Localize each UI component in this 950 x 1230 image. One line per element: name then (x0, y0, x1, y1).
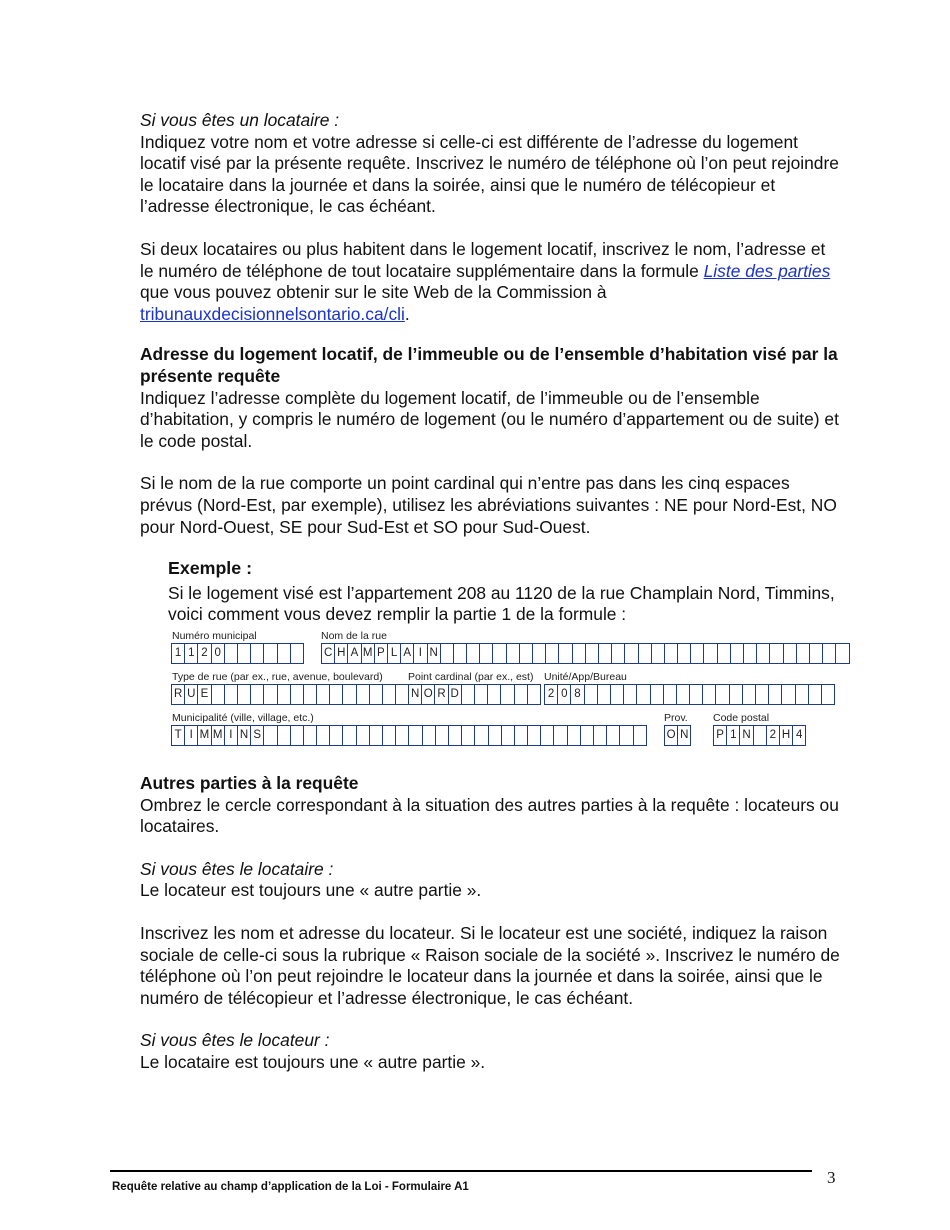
if-landlord-text: Le locataire est toujours une « autre partie ». (140, 1051, 486, 1072)
char-box (607, 725, 620, 746)
char-box (515, 684, 528, 705)
char-box: 0 (558, 684, 571, 705)
char-box (278, 643, 291, 664)
char-box (515, 725, 528, 746)
char-box (620, 725, 633, 746)
char-box (546, 643, 559, 664)
char-box (454, 643, 467, 664)
char-box (651, 684, 664, 705)
page-number: 3 (827, 1168, 836, 1187)
char-box (264, 684, 277, 705)
other-parties-paragraph: Ombrez le cercle correspondant à la situation des autres parties à la requête : locateurs ou locataires. (140, 794, 839, 837)
char-box (568, 725, 581, 746)
char-box (611, 684, 624, 705)
char-box (501, 684, 514, 705)
char-box: P (375, 643, 388, 664)
char-box (475, 725, 488, 746)
if-tenant-text: Le locateur est toujours une « autre partie ». (140, 880, 482, 901)
char-box (756, 684, 769, 705)
char-box (690, 684, 703, 705)
char-box (383, 725, 396, 746)
char-box (357, 725, 370, 746)
char-box: 0 (212, 643, 225, 664)
unit-boxes (544, 684, 835, 705)
char-box (238, 684, 251, 705)
char-box: 8 (571, 684, 584, 705)
char-box: C (321, 643, 335, 664)
char-box (624, 684, 637, 705)
postal-code-boxes (713, 725, 806, 746)
char-box (291, 643, 304, 664)
char-box (809, 684, 822, 705)
char-box (520, 643, 533, 664)
char-box: S (251, 725, 264, 746)
char-box: I (185, 725, 198, 746)
char-box (836, 643, 849, 664)
char-box (304, 684, 317, 705)
char-box (507, 643, 520, 664)
char-box: T (171, 725, 185, 746)
char-box (599, 643, 612, 664)
char-box: P (713, 725, 727, 746)
char-box: I (225, 725, 238, 746)
char-box: 1 (185, 643, 198, 664)
char-box: H (780, 725, 793, 746)
char-box (652, 643, 665, 664)
char-box: 4 (793, 725, 806, 746)
postal-code-label: Code postal (713, 712, 770, 724)
direction-label: Point cardinal (par ex., est) (408, 671, 534, 683)
char-box (703, 684, 716, 705)
char-box: 1 (171, 643, 185, 664)
char-box (528, 684, 541, 705)
char-box (291, 725, 304, 746)
char-box (225, 643, 238, 664)
char-box (343, 725, 356, 746)
char-box (730, 684, 743, 705)
char-box: N (740, 725, 753, 746)
char-box (823, 643, 836, 664)
char-box (612, 643, 625, 664)
char-box (330, 684, 343, 705)
char-box (264, 725, 277, 746)
char-box (704, 643, 717, 664)
province-boxes (664, 725, 691, 746)
char-box (822, 684, 835, 705)
char-box (462, 725, 475, 746)
char-box (677, 684, 690, 705)
address-heading: Adresse du logement locatif, de l’immeuble ou de l’ensemble d’habitation visé par la présente requête (140, 344, 838, 386)
char-box (757, 643, 770, 664)
char-box (594, 725, 607, 746)
char-box: O (422, 684, 435, 705)
char-box: 2 (198, 643, 211, 664)
char-box (396, 725, 409, 746)
char-box (528, 725, 541, 746)
char-box (586, 643, 599, 664)
intro-section (140, 110, 840, 538)
footer-rule (110, 1170, 812, 1172)
char-box (639, 643, 652, 664)
char-box: E (198, 684, 211, 705)
multi-text-1: Si deux locataires ou plus habitent dans le logement locatif, inscrivez le nom, l’adresse et le numéro de téléphone de tout locataire supplémentaire dans la formule (140, 238, 826, 281)
street-number-boxes (171, 643, 304, 664)
char-box: L (388, 643, 401, 664)
unit-label: Unité/App/Bureau (544, 671, 627, 683)
party-list-link[interactable]: Liste des parties (703, 260, 831, 281)
char-box: I (414, 643, 427, 664)
char-box (449, 725, 462, 746)
char-box (357, 684, 370, 705)
char-box: M (212, 725, 225, 746)
street-type-boxes (171, 684, 409, 705)
char-box (317, 725, 330, 746)
char-box (370, 725, 383, 746)
char-box (634, 725, 647, 746)
multi-text-3: . (404, 303, 410, 324)
char-box (493, 643, 506, 664)
example-block (168, 558, 838, 626)
char-box (462, 684, 475, 705)
char-box (581, 725, 594, 746)
char-box (264, 643, 277, 664)
char-box (370, 684, 383, 705)
char-box (489, 725, 502, 746)
char-box (441, 643, 454, 664)
char-box: A (348, 643, 361, 664)
char-box (716, 684, 729, 705)
char-box (304, 725, 317, 746)
char-box (502, 725, 515, 746)
street-type-label: Type de rue (par ex., rue, avenue, boulevard) (172, 671, 383, 683)
if-landlord-heading: Si vous êtes le locateur : (140, 1030, 330, 1051)
char-box (251, 684, 264, 705)
char-box (317, 684, 330, 705)
char-box: H (335, 643, 348, 664)
example-title: Exemple : (168, 558, 253, 578)
char-box (743, 684, 756, 705)
char-box (598, 684, 611, 705)
char-box (796, 684, 809, 705)
char-box: 2 (544, 684, 558, 705)
example-text: Si le logement visé est l’appartement 208 au 1120 de la rue Champlain Nord, Timmins, voici comment vous devez remplir la partie 1 de la formule : (168, 582, 835, 625)
footer-title: Requête relative au champ d’application de la Loi - Formulaire A1 (112, 1181, 469, 1193)
char-box (573, 643, 586, 664)
char-box: U (185, 684, 198, 705)
char-box (731, 643, 744, 664)
char-box (554, 725, 567, 746)
char-box (718, 643, 731, 664)
landlord-info-paragraph: Inscrivez les nom et adresse du locateur. Si le locateur est une société, indiquez la raison sociale de celle-ci sous la rubrique « Raison sociale de la société ». Inscrivez le numéro de téléphone où l’on peut rejoindre le locateur dans la journée et dans la soirée, ainsi que le numéro de télécopieur et l’adresse électronique, le cas échéant. (140, 922, 840, 1008)
char-box: R (435, 684, 448, 705)
street-name-label: Nom de la rue (321, 630, 387, 642)
char-box (637, 684, 650, 705)
char-box (585, 684, 598, 705)
char-box: N (238, 725, 251, 746)
char-box (475, 684, 488, 705)
char-box (343, 684, 356, 705)
char-box (488, 684, 501, 705)
char-box (278, 725, 291, 746)
other-parties-section (140, 773, 840, 1074)
municipality-label: Municipalité (ville, village, etc.) (172, 712, 314, 724)
char-box (784, 643, 797, 664)
char-box (769, 684, 782, 705)
char-box: N (678, 725, 691, 746)
char-box (754, 725, 767, 746)
multi-text-2: que vous pouvez obtenir sur le site Web de la Commission à (140, 282, 607, 303)
tenant-paragraph: Indiquez votre nom et votre adresse si celle-ci est différente de l’adresse du logement locatif visé par la présente requête. Inscrivez le numéro de téléphone où l’on peut rejoindre le locataire dans la journée et dans la soirée, ainsi que le numéro de télécopieur et l’adresse électronique, le cas échéant. (140, 131, 839, 217)
char-box (678, 643, 691, 664)
char-box (533, 643, 546, 664)
char-box: N (408, 684, 422, 705)
char-box: O (664, 725, 678, 746)
website-link[interactable]: tribunauxdecisionnelsontario.ca/cli (140, 303, 405, 324)
char-box (383, 684, 396, 705)
char-box (291, 684, 304, 705)
char-box (467, 643, 480, 664)
char-box (330, 725, 343, 746)
if-tenant-heading: Si vous êtes le locataire : (140, 858, 334, 879)
char-box (278, 684, 291, 705)
tenant-heading: Si vous êtes un locataire : (140, 110, 340, 130)
other-parties-heading: Autres parties à la requête (140, 773, 359, 793)
char-box: N (428, 643, 441, 664)
char-box (559, 643, 572, 664)
street-name-boxes (321, 643, 850, 664)
char-box: R (171, 684, 185, 705)
multi-tenant-paragraph (140, 239, 840, 325)
char-box: D (449, 684, 462, 705)
char-box (770, 643, 783, 664)
char-box (225, 684, 238, 705)
char-box: 2 (767, 725, 780, 746)
char-box (251, 643, 264, 664)
char-box (665, 643, 678, 664)
char-box: A (401, 643, 414, 664)
address-form-example (171, 630, 831, 750)
direction-boxes (408, 684, 541, 705)
char-box: M (198, 725, 211, 746)
char-box (810, 643, 823, 664)
char-box (409, 725, 422, 746)
char-box (423, 725, 436, 746)
char-box (625, 643, 638, 664)
address-paragraph-1: Indiquez l’adresse complète du logement locatif, de l’immeuble ou de l’ensemble d’habitation, y compris le numéro de logement (ou le numéro d’appartement ou de suite) et le code postal. (140, 387, 839, 451)
char-box (797, 643, 810, 664)
char-box (436, 725, 449, 746)
province-label: Prov. (664, 712, 688, 724)
char-box (664, 684, 677, 705)
address-paragraph-2: Si le nom de la rue comporte un point cardinal qui n’entre pas dans les cinq espaces prévus (Nord-Est, par exemple), utilisez les abréviations suivantes : NE pour Nord-Est, NO pour Nord-Ouest, SE pour Sud-Est et SO pour Sud-Ouest. (140, 473, 837, 537)
char-box (541, 725, 554, 746)
char-box: M (362, 643, 375, 664)
char-box (691, 643, 704, 664)
char-box: 1 (727, 725, 740, 746)
char-box (212, 684, 225, 705)
municipality-boxes (171, 725, 647, 746)
char-box (480, 643, 493, 664)
street-number-label: Numéro municipal (172, 630, 257, 642)
char-box (782, 684, 795, 705)
char-box (744, 643, 757, 664)
char-box (238, 643, 251, 664)
